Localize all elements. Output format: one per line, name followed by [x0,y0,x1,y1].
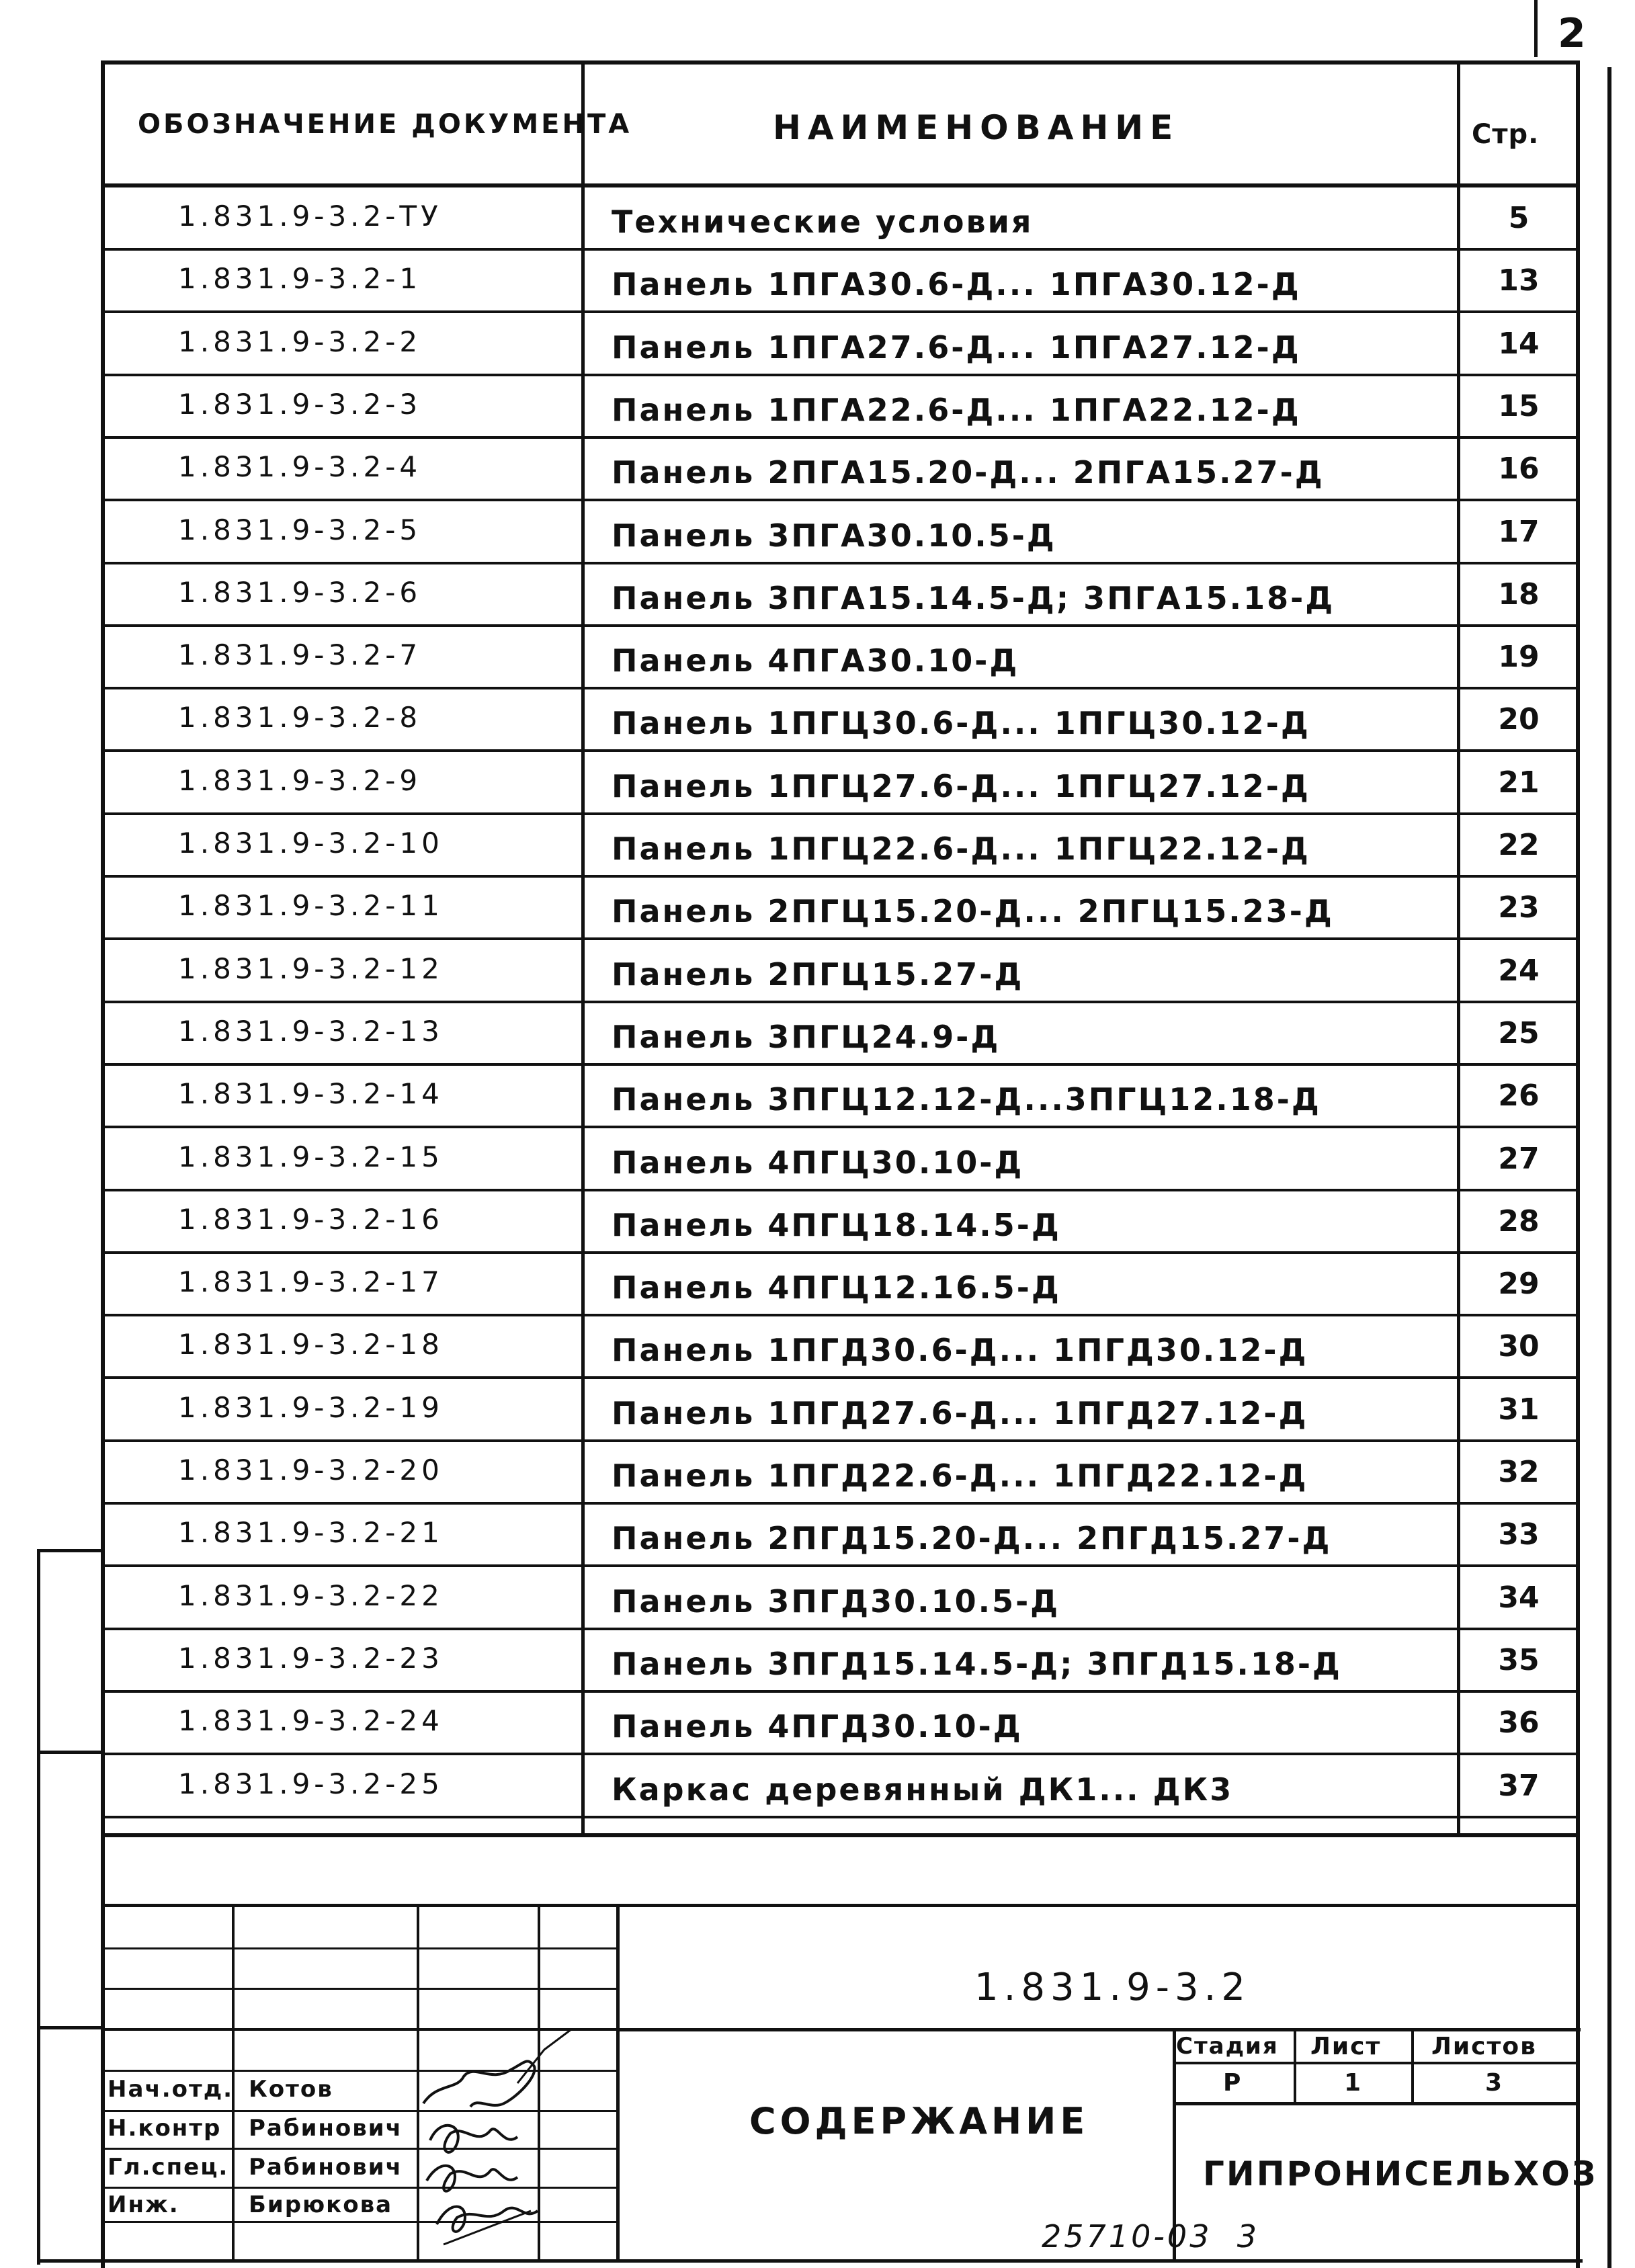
row-page: 25 [1498,1016,1540,1050]
row-code: 1.831.9-3.2-10 [178,827,444,859]
row-code: 1.831.9-3.2-22 [178,1579,444,1612]
row-name: Панель 4ПГЦ30.10-Д [612,1144,1024,1181]
row-name: Панель 1ПГА22.6-Д... 1ПГА22.12-Д [612,392,1301,428]
row-page: 21 [1498,765,1540,800]
row-page: 23 [1498,890,1540,925]
row-code: 1.831.9-3.2-15 [178,1140,444,1173]
row-code: 1.831.9-3.2-12 [178,952,444,985]
sig-col-4 [616,1904,620,2260]
row-code: 1.831.9-3.2-21 [178,1516,444,1549]
row-code: 1.831.9-3.2-3 [178,388,422,421]
row-divider [101,749,1579,752]
row-divider [101,1753,1579,1755]
stage-col-div-1 [1294,2028,1296,2103]
row-page: 17 [1498,515,1540,549]
sheet-label: Лист [1310,2033,1382,2060]
row-page: 14 [1498,327,1540,361]
binding-strip-top [37,1549,103,1552]
row-name: Панель 1ПГЦ27.6-Д... 1ПГЦ27.12-Д [612,768,1310,804]
row-code: 1.831.9-3.2-13 [178,1015,444,1048]
row-page: 13 [1498,263,1540,298]
row-code: 1.831.9-3.2-2 [178,325,422,358]
row-page: 20 [1498,702,1540,737]
sig-role-4: Инж. [108,2191,179,2218]
row-page: 18 [1498,577,1540,612]
sheet-number: 2 [1558,10,1586,57]
row-code: 1.831.9-3.2-11 [178,889,444,922]
row-name: Панель 3ПГЦ24.9-Д [612,1019,1001,1055]
header-name: НАИМЕНОВАНИЕ [773,108,1180,147]
row-page: 29 [1498,1267,1540,1301]
row-code: 1.831.9-3.2-14 [178,1077,444,1110]
row-page: 15 [1498,389,1540,423]
row-code: 1.831.9-3.2-8 [178,701,422,734]
sig-role-2: Н.контр [108,2115,222,2142]
row-code: 1.831.9-3.2-1 [178,262,422,295]
row-name: Технические условия [612,204,1034,240]
sig-name-3: Рабинович [249,2154,403,2181]
sig-name-1: Котов [249,2076,333,2103]
row-name: Панель 2ПГЦ15.27-Д [612,956,1024,993]
sig-name-4: Бирюкова [249,2191,393,2218]
row-divider [101,1251,1579,1254]
row-divider [101,1189,1579,1191]
sheet-value: 1 [1344,2069,1363,2097]
row-name: Панель 3ПГА30.10.5-Д [612,517,1056,554]
row-name: Панель 3ПГД30.10.5-Д [612,1583,1060,1620]
row-name: Панель 2ПГА15.20-Д... 2ПГА15.27-Д [612,454,1325,491]
row-divider [101,687,1579,689]
binding-strip-left [37,1549,40,2265]
row-name: Панель 1ПГЦ22.6-Д... 1ПГЦ22.12-Д [612,831,1310,867]
title-block-inner-top [101,1904,1579,1907]
row-divider [101,1564,1579,1567]
row-name: Панель 1ПГД27.6-Д... 1ПГД27.12-Д [612,1395,1308,1431]
sheets-value: 3 [1485,2069,1504,2097]
handwritten-signatures [410,2029,585,2251]
row-page: 26 [1498,1079,1540,1113]
row-name: Панель 1ПГЦ30.6-Д... 1ПГЦ30.12-Д [612,705,1310,741]
row-name: Каркас деревянный ДК1... ДК3 [612,1771,1234,1808]
col-divider-2 [1457,60,1460,1833]
row-divider [101,1063,1579,1066]
row-page: 22 [1498,828,1540,862]
row-divider [101,875,1579,878]
row-page: 30 [1498,1329,1540,1363]
row-page: 36 [1498,1706,1540,1740]
row-divider [101,374,1579,376]
row-name: Панель 4ПГА30.10-Д [612,642,1019,679]
binding-strip-mid [37,1751,103,1754]
row-name: Панель 1ПГД30.6-Д... 1ПГД30.12-Д [612,1332,1308,1368]
row-code: 1.831.9-3.2-20 [178,1454,444,1486]
sig-role-1: Нач.отд. [108,2076,234,2103]
row-name: Панель 2ПГЦ15.20-Д... 2ПГЦ15.23-Д [612,893,1334,929]
header-bottom-border [101,183,1579,187]
row-code: 1.831.9-3.2-9 [178,764,422,797]
table-right-border [1576,60,1580,2268]
row-name: Панель 1ПГА27.6-Д... 1ПГА27.12-Д [612,329,1301,366]
row-page: 16 [1498,452,1540,486]
binding-strip-low [37,2026,103,2029]
frame-right-outer [1607,67,1611,2268]
stage-label: Стадия [1176,2033,1279,2060]
row-divider [101,1001,1579,1003]
row-page: 34 [1498,1581,1540,1615]
row-code: 1.831.9-3.2-17 [178,1265,444,1298]
sig-row-2 [101,1988,618,1990]
sig-role-3: Гл.спец. [108,2154,229,2181]
stage-value: Р [1223,2069,1243,2097]
stage-values-bottom [1173,2102,1579,2105]
row-divider [101,1502,1579,1505]
row-divider [101,499,1579,501]
row-code: 1.831.9-3.2-25 [178,1767,444,1800]
row-name: Панель 3ПГЦ12.12-Д...3ПГЦ12.18-Д [612,1081,1321,1118]
row-divider [101,1816,1579,1818]
row-code: 1.831.9-3.2-18 [178,1328,444,1361]
row-divider [101,1376,1579,1379]
row-name: Панель 4ПГД30.10-Д [612,1708,1023,1745]
row-page: 24 [1498,954,1540,988]
table-left-border [101,60,105,2268]
row-name: Панель 1ПГД22.6-Д... 1ПГД22.12-Д [612,1458,1308,1494]
row-code: 1.831.9-3.2-6 [178,576,422,609]
sig-name-2: Рабинович [249,2115,403,2142]
row-divider [101,1439,1579,1442]
row-code: 1.831.9-3.2-7 [178,638,422,671]
row-page: 37 [1498,1769,1540,1803]
row-name: Панель 2ПГД15.20-Д... 2ПГД15.27-Д [612,1520,1332,1556]
document-code: 1.831.9-3.2 [974,1966,1251,2009]
row-page: 27 [1498,1142,1540,1176]
row-page: 33 [1498,1517,1540,1552]
title-block-top [101,1833,1579,1837]
row-divider [101,937,1579,940]
col-divider-1 [581,60,585,1833]
row-name: Панель 1ПГА30.6-Д... 1ПГА30.12-Д [612,266,1301,302]
table-top-border [101,60,1579,65]
sheets-label: Листов [1431,2033,1537,2060]
header-page: Стр. [1472,119,1540,150]
row-divider [101,624,1579,627]
row-name: Панель 3ПГА15.14.5-Д; 3ПГА15.18-Д [612,580,1335,616]
row-divider [101,1628,1579,1630]
row-page: 28 [1498,1204,1540,1238]
row-divider [101,310,1579,313]
row-page: 32 [1498,1455,1540,1489]
row-code: 1.831.9-3.2-ТУ [178,200,442,233]
row-page: 35 [1498,1643,1540,1677]
row-divider [101,1690,1579,1693]
row-code: 1.831.9-3.2-5 [178,513,422,546]
row-divider [101,436,1579,439]
row-code: 1.831.9-3.2-4 [178,450,422,483]
row-divider [101,1126,1579,1128]
row-code: 1.831.9-3.2-19 [178,1391,444,1424]
footer-inventory-number: 25710-03 3 [1042,2218,1259,2255]
row-divider [101,562,1579,564]
row-divider [101,1314,1579,1316]
row-divider [101,248,1579,251]
header-designation: ОБОЗНАЧЕНИЕ ДОКУМЕНТА [138,109,632,140]
row-code: 1.831.9-3.2-24 [178,1704,444,1737]
title-code-bottom [616,2028,1581,2031]
row-page: 5 [1508,201,1529,235]
stage-header-bottom [1173,2062,1579,2064]
stage-col-div-2 [1411,2028,1414,2103]
organization-name: ГИПРОНИСЕЛЬХОЗ [1203,2154,1598,2193]
sig-row-1 [101,1947,618,1949]
row-name: Панель 4ПГЦ18.14.5-Д [612,1207,1061,1243]
row-page: 31 [1498,1392,1540,1427]
row-divider [101,812,1579,815]
row-code: 1.831.9-3.2-16 [178,1203,444,1236]
row-page: 19 [1498,640,1540,674]
document-title: СОДЕРЖАНИЕ [749,2100,1089,2142]
row-name: Панель 4ПГЦ12.16.5-Д [612,1269,1061,1306]
row-code: 1.831.9-3.2-23 [178,1642,444,1675]
row-name: Панель 3ПГД15.14.5-Д; 3ПГД15.18-Д [612,1646,1342,1682]
sheet-number-divider [1534,0,1538,57]
